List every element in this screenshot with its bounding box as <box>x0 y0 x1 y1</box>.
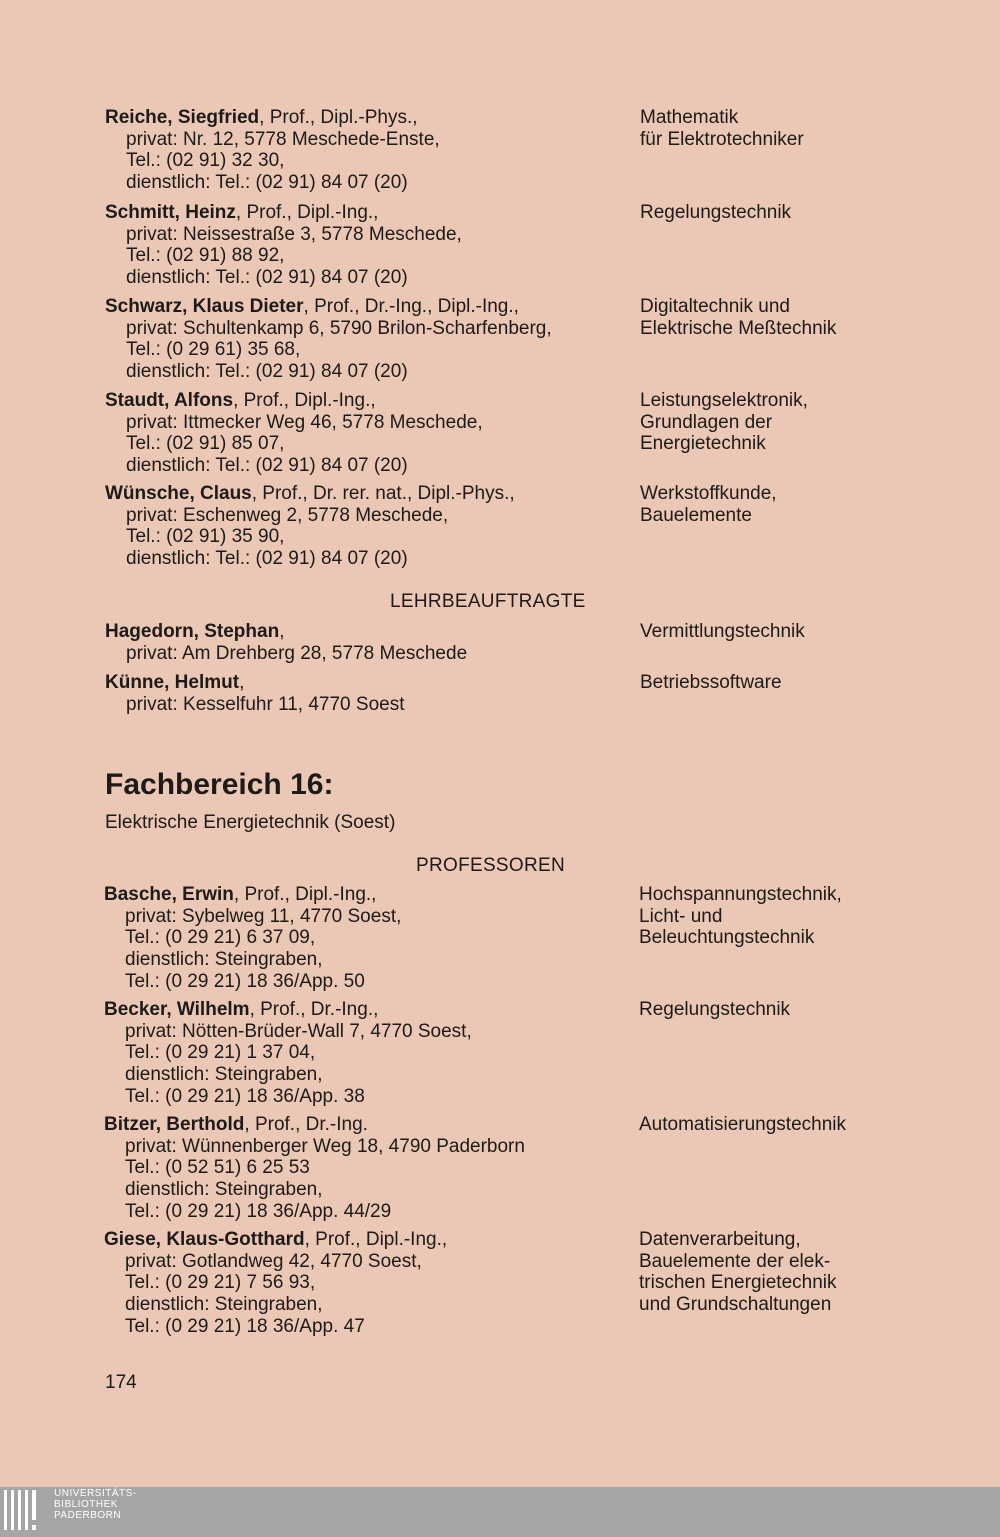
private-address: privat: Ittmecker Weg 46, 5778 Meschede, <box>126 411 483 433</box>
lecturer-entry <box>105 672 1000 715</box>
subject-line: Leistungselektronik, <box>640 390 808 411</box>
professor-entry <box>105 390 1000 477</box>
professor-entry <box>104 999 1000 1108</box>
office-contact: dienstlich: Tel.: (02 91) 84 07 (20) <box>126 267 408 289</box>
private-phone: Tel.: (0 29 21) 6 37 09, <box>125 927 316 949</box>
private-address: privat: Eschenweg 2, 5778 Meschede, <box>126 504 449 526</box>
person-name: Giese, Klaus-Gotthard <box>104 1229 305 1250</box>
private-address: privat: Sybelweg 11, 4770 Soest, <box>125 905 402 927</box>
person-name: Basche, Erwin <box>104 884 234 905</box>
person-name: Hagedorn, Stephan <box>105 621 280 642</box>
private-phone: Tel.: (02 91) 35 90, <box>126 526 285 548</box>
person-title: , <box>239 672 245 693</box>
office-address: dienstlich: Steingraben, <box>125 1179 323 1201</box>
subject-line: Betriebssoftware <box>640 672 782 693</box>
subject-area <box>640 296 836 339</box>
person-title: , Prof., Dr.-Ing., Dipl.-Ing., <box>303 296 519 317</box>
private-address: privat: Wünnenberger Weg 18, 4790 Paderborn <box>125 1135 525 1157</box>
office-contact: dienstlich: Tel.: (02 91) 84 07 (20) <box>126 455 408 477</box>
library-footer <box>0 1487 1000 1537</box>
professor-entry <box>105 107 1000 194</box>
subject-line: trischen Energietechnik <box>639 1272 837 1294</box>
person-name: Becker, Wilhelm <box>104 999 250 1020</box>
office-phone: Tel.: (0 29 21) 18 36/App. 50 <box>125 970 365 992</box>
subject-area <box>640 107 804 150</box>
professor-entry <box>104 884 1000 993</box>
person-name: Schmitt, Heinz <box>105 202 236 223</box>
library-name-line: UNIVERSITÄTS- <box>54 1488 137 1499</box>
office-contact: dienstlich: Tel.: (02 91) 84 07 (20) <box>126 172 408 194</box>
lecturer-entry <box>105 621 1000 664</box>
subject-line: Regelungstechnik <box>639 999 791 1020</box>
private-address: privat: Gotlandweg 42, 4770 Soest, <box>125 1250 422 1272</box>
subject-line: und Grundschaltungen <box>639 1294 832 1316</box>
private-phone: Tel.: (0 29 21) 1 37 04, <box>125 1042 316 1064</box>
subject-area <box>640 390 808 455</box>
subject-area <box>640 483 777 526</box>
library-name-line: BIBLIOTHEK <box>54 1499 118 1510</box>
person-name: Schwarz, Klaus Dieter <box>105 296 304 317</box>
person-title: , Prof., Dipl.-Phys., <box>259 107 418 128</box>
office-address: dienstlich: Steingraben, <box>125 1294 323 1316</box>
private-address: privat: Nötten-Brüder-Wall 7, 4770 Soest, <box>125 1020 472 1042</box>
private-address: privat: Nr. 12, 5778 Meschede-Enste, <box>126 128 440 150</box>
office-phone: Tel.: (0 29 21) 18 36/App. 44/29 <box>125 1200 392 1222</box>
subject-area <box>639 884 842 949</box>
lecturers-heading: LEHRBEAUFTRAGTE <box>390 591 586 612</box>
library-name-line: PADERBORN <box>54 1510 122 1521</box>
professor-entry <box>105 483 1000 570</box>
private-phone: Tel.: (0 29 21) 7 56 93, <box>125 1272 316 1294</box>
private-phone: Tel.: (02 91) 85 07, <box>126 433 285 455</box>
office-phone: Tel.: (0 29 21) 18 36/App. 47 <box>125 1315 365 1337</box>
private-address: privat: Neissestraße 3, 5778 Meschede, <box>126 223 462 245</box>
professor-entry <box>104 1229 1000 1338</box>
private-phone: Tel.: (0 29 61) 35 68, <box>126 339 301 361</box>
subject-line: Regelungstechnik <box>640 202 792 223</box>
subject-line: Hochspannungstechnik, <box>639 884 842 905</box>
person-title: , Prof., Dipl.-Ing., <box>235 202 379 223</box>
private-address: privat: Schultenkamp 6, 5790 Brilon-Scharfenberg, <box>126 317 552 339</box>
professor-entry <box>104 1114 1000 1223</box>
person-title: , Prof., Dr.-Ing. <box>244 1114 368 1135</box>
professor-entry <box>105 202 1000 289</box>
subject-area <box>639 1229 837 1316</box>
subject-line: Grundlagen der <box>640 411 773 433</box>
subject-line: Digitaltechnik und <box>640 296 790 317</box>
subject-line: Vermittlungstechnik <box>640 621 805 642</box>
person-name: Reiche, Siegfried <box>105 107 260 128</box>
subject-line: Datenverarbeitung, <box>639 1229 801 1250</box>
subject-area <box>640 202 791 224</box>
office-contact: dienstlich: Tel.: (02 91) 84 07 (20) <box>126 548 408 570</box>
subject-line: Automatisierungstechnik <box>639 1114 846 1135</box>
person-name: Bitzer, Berthold <box>104 1114 245 1135</box>
subject-line: Bauelemente <box>640 504 752 526</box>
subject-area <box>639 999 790 1021</box>
subject-line: Werkstoffkunde, <box>640 483 777 504</box>
office-phone: Tel.: (0 29 21) 18 36/App. 38 <box>125 1085 365 1107</box>
office-contact: dienstlich: Tel.: (02 91) 84 07 (20) <box>126 361 408 383</box>
person-title: , Prof., Dipl.-Ing., <box>233 390 376 411</box>
person-name: Künne, Helmut <box>105 672 240 693</box>
private-phone: Tel.: (02 91) 88 92, <box>126 245 285 267</box>
person-title: , Prof., Dr.-Ing., <box>249 999 379 1020</box>
person-title: , Prof., Dipl.-Ing., <box>304 1229 448 1250</box>
person-name: Staudt, Alfons <box>105 390 234 411</box>
page-number: 174 <box>105 1372 137 1393</box>
private-address: privat: Kesselfuhr 11, 4770 Soest <box>126 693 405 715</box>
subject-area <box>639 1114 846 1136</box>
private-address: privat: Am Drehberg 28, 5778 Meschede <box>126 642 468 664</box>
office-address: dienstlich: Steingraben, <box>125 949 323 971</box>
library-bars-logo-icon <box>4 1490 48 1534</box>
private-phone: Tel.: (02 91) 32 30, <box>126 150 285 172</box>
subject-line: Beleuchtungstechnik <box>639 927 815 949</box>
subject-line: für Elektrotechniker <box>640 128 804 150</box>
person-title: , Prof., Dipl.-Ing., <box>233 884 377 905</box>
person-title: , Prof., Dr. rer. nat., Dipl.-Phys., <box>251 483 515 504</box>
subject-line: Elektrische Meßtechnik <box>640 317 837 339</box>
faculty-subtitle: Elektrische Energietechnik (Soest) <box>105 812 396 833</box>
person-title: , <box>279 621 285 642</box>
office-address: dienstlich: Steingraben, <box>125 1064 323 1086</box>
library-name <box>54 1488 137 1521</box>
subject-area <box>640 621 805 643</box>
subject-line: Energietechnik <box>640 433 766 455</box>
subject-line: Mathematik <box>640 107 739 128</box>
subject-line: Licht- und <box>639 905 723 927</box>
subject-area <box>640 672 782 694</box>
professors-heading: PROFESSOREN <box>416 855 565 876</box>
faculty-title: Fachbereich 16: <box>105 768 334 801</box>
person-name: Wünsche, Claus <box>105 483 252 504</box>
professor-entry <box>105 296 1000 383</box>
subject-line: Bauelemente der elek- <box>639 1250 831 1272</box>
private-phone: Tel.: (0 52 51) 6 25 53 <box>125 1157 310 1179</box>
